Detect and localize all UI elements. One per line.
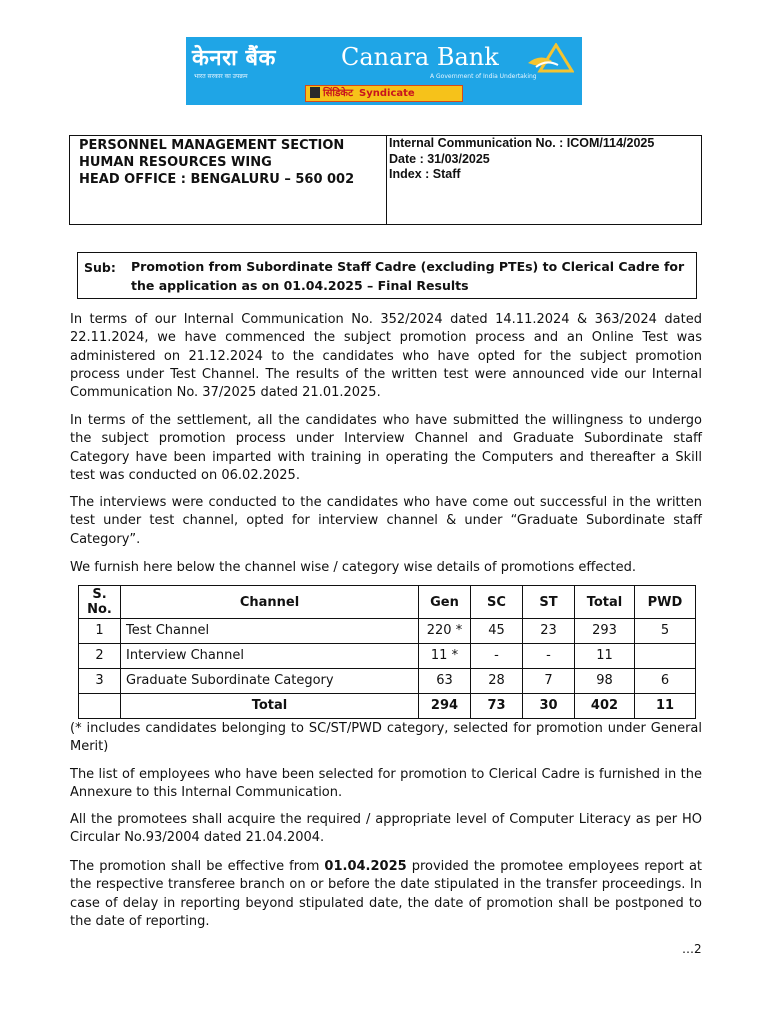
communication-index: Index : Staff [389, 167, 461, 181]
table-cell: Interview Channel [121, 644, 419, 669]
table-cell: 5 [635, 619, 696, 644]
table-cell: 45 [471, 619, 523, 644]
bank-tagline-hindi: भारत सरकार का उपक्रम [194, 73, 248, 80]
table-cell: 11 [575, 644, 635, 669]
paragraph-table-intro: We furnish here below the channel wise / category wise details of promotions effected. [70, 560, 636, 575]
table-cell: 6 [635, 669, 696, 694]
table-cell: 294 [419, 694, 471, 719]
header-box [69, 135, 702, 225]
paragraph-settlement: In terms of the settlement, all the candidates who have submitted the willingness to undergo the subject promotion process under Interview Channel and Graduate Subordinate staff Category have been imparted with training in operating the Computers and thereafter a Skill test was conducted on 06.02.2025. [70, 413, 702, 483]
table-cell: 28 [471, 669, 523, 694]
column-header: S. No. [79, 586, 121, 619]
bank-name-english: Canara Bank [341, 43, 499, 71]
table-cell: - [471, 644, 523, 669]
table-cell: 220 * [419, 619, 471, 644]
table-cell [79, 694, 121, 719]
paragraph-computer-literacy: All the promotees shall acquire the required / appropriate level of Computer Literacy as per HO Circular No.93/2004 dated 21.04.2004. [70, 812, 702, 846]
canara-logo-mark-icon [526, 43, 574, 75]
table-cell [635, 644, 696, 669]
effective-text-end: provided the promotee employees report at the respective transferee branch on or before the date stipulated in the transfer proceedings. In case of delay in reporting beyond stipulated date, the date of promotion shall be postponed to the date of reporting. [70, 859, 703, 929]
syndicate-name-english: Syndicate [359, 88, 415, 99]
column-header: ST [523, 586, 575, 619]
department-line: HEAD OFFICE : BENGALURU – 560 002 [79, 172, 355, 187]
effective-text-start: The promotion shall be effective from [70, 859, 325, 874]
table-cell: 1 [79, 619, 121, 644]
table-row [79, 619, 696, 644]
table-cell: 402 [575, 694, 635, 719]
promotions-table [78, 585, 696, 719]
paragraph-online-test: In terms of our Internal Communication No. 352/2024 dated 14.11.2024 & 363/2024 dated 22.11.2024, we have commenced the subject promotion process and an Online Test was administered on 21.12.2024 to the candidates who have opted for the subject promotion process under Test Channel. The results of the written test were announced vide our Internal Communication No. 37/2025 dated 21.01.2025. [70, 312, 702, 401]
bank-tagline-english: A Government of India Undertaking [430, 73, 537, 80]
syndicate-badge [305, 85, 463, 102]
table-cell: Test Channel [121, 619, 419, 644]
column-header: PWD [635, 586, 696, 619]
table-cell: 293 [575, 619, 635, 644]
column-header: Channel [121, 586, 419, 619]
table-cell: Graduate Subordinate Category [121, 669, 419, 694]
table-row [79, 644, 696, 669]
bank-name-hindi: केनरा बैंक [192, 46, 276, 71]
table-header-row [79, 586, 696, 619]
column-header: SC [471, 586, 523, 619]
bank-logo-banner [186, 37, 582, 105]
department-line: HUMAN RESOURCES WING [79, 155, 272, 170]
column-header: Gen [419, 586, 471, 619]
table-cell: - [523, 644, 575, 669]
table-total-row [79, 694, 696, 719]
communication-info-block [387, 136, 701, 224]
communication-date: Date : 31/03/2025 [389, 151, 490, 166]
department-line: PERSONNEL MANAGEMENT SECTION [79, 138, 345, 153]
table-cell: 3 [79, 669, 121, 694]
table-cell: 98 [575, 669, 635, 694]
total-label: Total [121, 694, 419, 719]
table-cell: 2 [79, 644, 121, 669]
syndicate-icon [310, 87, 320, 98]
subject-box [77, 252, 697, 299]
table-cell: 7 [523, 669, 575, 694]
table-cell: 11 * [419, 644, 471, 669]
communication-number: Internal Communication No. : ICOM/114/2025 [389, 136, 655, 150]
paragraph-effective-date [70, 858, 702, 931]
table-cell: 11 [635, 694, 696, 719]
table-footnote: (* includes candidates belonging to SC/ST/PWD category, selected for promotion under General Merit) [70, 721, 702, 755]
paragraph-interviews: The interviews were conducted to the candidates who have come out successful in the written test under test channel, opted for interview channel & under “Graduate Subordinate staff Category”. [70, 495, 702, 547]
page-number: …2 [682, 942, 702, 956]
table-row [79, 669, 696, 694]
subject-label: Sub: [84, 260, 116, 275]
subject-text: Promotion from Subordinate Staff Cadre (excluding PTEs) to Clerical Cadre for the application as on 01.04.2025 – Final Results [131, 259, 685, 293]
department-block [70, 136, 387, 224]
table-cell: 63 [419, 669, 471, 694]
syndicate-name-hindi: सिंडिकेट [323, 88, 354, 99]
paragraph-annexure: The list of employees who have been selected for promotion to Clerical Cadre is furnished in the Annexure to this Internal Communication. [70, 767, 702, 801]
effective-date: 01.04.2025 [324, 859, 407, 874]
table-cell: 73 [471, 694, 523, 719]
column-header: Total [575, 586, 635, 619]
table-cell: 30 [523, 694, 575, 719]
table-cell: 23 [523, 619, 575, 644]
